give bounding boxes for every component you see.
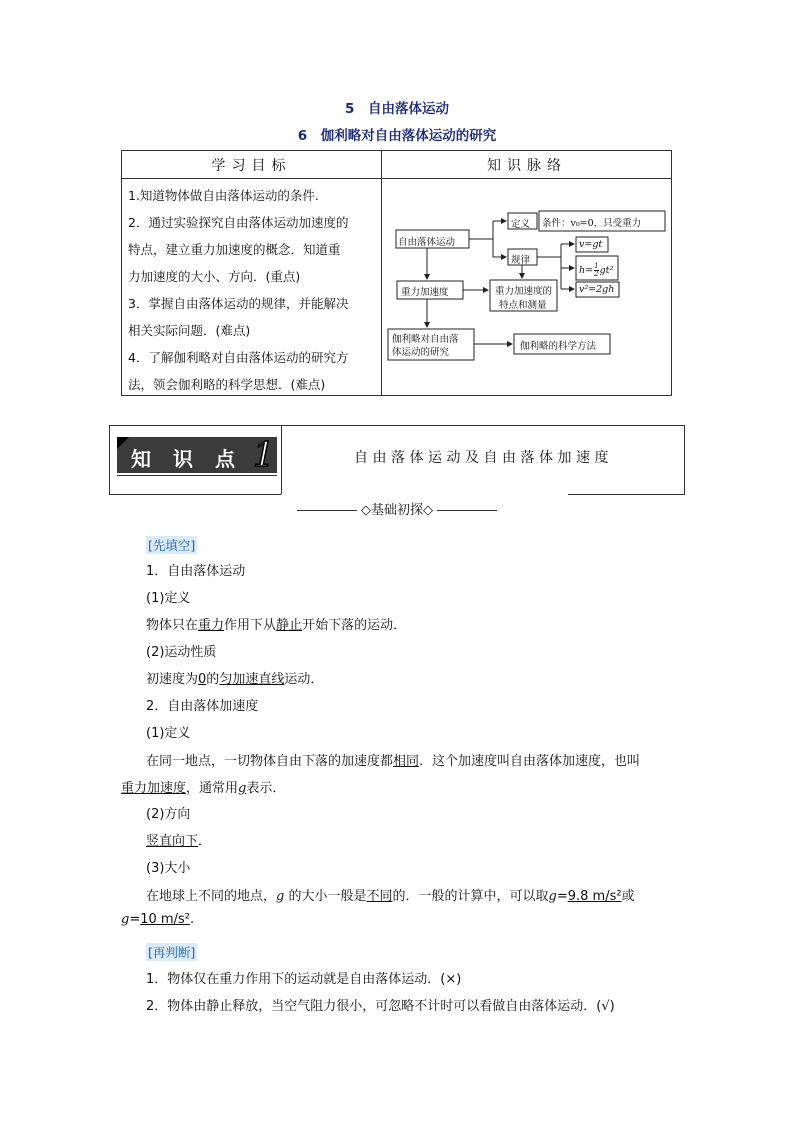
frame-gap [281, 492, 568, 496]
goal-line: 4．了解伽利略对自由落体运动的研究方 [128, 350, 349, 365]
magnitude-text-cont [121, 912, 194, 927]
heading-free-fall: 1．自由落体运动 [146, 564, 246, 579]
text-run: 或 [621, 889, 635, 904]
definition-text [146, 614, 406, 633]
fc-galileo-line1: 伽利略对自由落 [392, 334, 459, 345]
subheading-direction: (2)方向 [146, 807, 191, 822]
text-run: 在地球上不同的地点， [146, 889, 277, 904]
fc-features-line2: 特点和测量 [499, 300, 547, 311]
page-subtitle: 6 伽利略对自由落体运动的研究 [297, 128, 497, 144]
text-run: 表示． [246, 781, 286, 796]
text-run: 的大小一般是 [284, 889, 367, 904]
badge-corner [117, 437, 129, 449]
subheading-definition: (1)定义 [146, 591, 191, 606]
fc-formula-velocity: v=gt [579, 239, 603, 250]
acc-definition-text [146, 750, 640, 769]
subheading-acc-definition: (1)定义 [146, 726, 191, 741]
blank-answer: g [238, 781, 247, 796]
subheading-magnitude: (3)大小 [146, 861, 191, 876]
symbol-g: g [121, 912, 130, 927]
acc-definition-text-cont [121, 777, 285, 796]
fc-formula-vsq: v²=2gh [579, 284, 615, 295]
learning-goals-header: 学习目标 [211, 158, 292, 174]
fc-free-fall-label: 自由落体运动 [398, 237, 456, 248]
text-run: 作用下从 [224, 618, 277, 633]
badge-number: 1 [253, 435, 275, 475]
fc-features-line1: 重力加速度的 [495, 286, 553, 297]
judge-item-1: 1．物体仅在重力作用下的运动就是自由落体运动．(×) [146, 972, 462, 987]
goal-line: 3．掌握自由落体运动的规律，并能解决 [128, 296, 349, 311]
blank-answer: 匀加速直线 [219, 672, 285, 687]
goal-line: 力加速度的大小、方向．(重点) [128, 269, 301, 284]
goal-line: 2．通过实验探究自由落体运动加速度的 [128, 215, 349, 230]
goal-line: 法，领会伽利略的科学思想．(难点) [128, 377, 326, 392]
subheading-nature: (2)运动性质 [146, 645, 217, 660]
text-run: 开始下落的运动． [302, 618, 407, 633]
text-run: 物体只在 [146, 618, 199, 633]
fc-galileo-method-label: 伽利略的科学方法 [520, 341, 597, 352]
fill-blank-tag: [先填空] [148, 538, 196, 553]
text-run: . [189, 912, 195, 927]
text-run: ． [198, 834, 212, 849]
text-run: 的．一般的计算中，可以取 [392, 889, 549, 904]
blank-answer: 静止 [276, 618, 303, 633]
blank-answer: 重力 [198, 618, 225, 633]
fc-law-label: 规律 [511, 255, 531, 266]
fc-galileo-line2: 体运动的研究 [392, 347, 450, 358]
fc-definition-label: 定义 [511, 219, 531, 230]
magnitude-text [146, 885, 635, 904]
section-rule-left [297, 510, 357, 511]
direction-text [146, 830, 211, 849]
judge-item-2: 2．物体由静止释放，当空气阻力很小，可忽略不计时可以看做自由落体运动．(√) [146, 999, 615, 1014]
text-run: 的 [206, 672, 220, 687]
text-run: 在同一地点，一切物体自由下落的加速度都 [146, 754, 394, 769]
blank-answer: 0 [198, 672, 207, 687]
blank-answer: 不同 [366, 889, 393, 904]
page-title: 5 自由落体运动 [345, 101, 449, 117]
goal-line: 特点，建立重力加速度的概念．知道重 [128, 242, 341, 257]
learning-goals-list [128, 182, 378, 398]
text-run: = [556, 889, 568, 904]
fc-condition-label: 条件：v₀=0，只受重力 [542, 218, 642, 229]
badge-underline [117, 475, 277, 476]
nature-text [146, 668, 323, 687]
heading-acceleration: 2．自由落体加速度 [146, 699, 259, 714]
section-header [0, 499, 794, 518]
fc-gravity-acc-label: 重力加速度 [401, 287, 449, 298]
blank-answer: 重力加速度 [121, 781, 187, 796]
text-run: 初速度为 [146, 672, 199, 687]
fc-formula-height: h= $\frac{1}{2}$ gt² [579, 262, 614, 278]
badge-label: 知识点 [131, 447, 257, 471]
knowledge-point-title: 自由落体运动及自由落体加速度 [354, 450, 613, 466]
blank-answer: 相同 [393, 754, 420, 769]
judge-tag: [再判断] [148, 945, 196, 960]
symbol-g: g [548, 889, 557, 904]
goal-line: 1.知道物体做自由落体运动的条件. [128, 188, 319, 203]
text-run: ．这个加速度叫自由落体加速度，也叫 [419, 754, 641, 769]
knowledge-map-header: 知识脉络 [487, 158, 567, 174]
symbol-g: g [276, 889, 285, 904]
blank-answer: 10 m/s² [140, 912, 190, 927]
text-run: 运动． [284, 672, 324, 687]
blank-answer: 竖直向下 [146, 834, 199, 849]
text-run: = [129, 912, 141, 927]
knowledge-point-badge [117, 437, 277, 473]
section-header-text: ◇基础初探◇ [361, 503, 433, 518]
text-run: ，通常用 [186, 781, 239, 796]
section-rule-right [437, 510, 497, 511]
goal-line: 相关实际问题．(难点) [128, 323, 251, 338]
blank-answer: 9.8 m/s² [567, 889, 622, 904]
